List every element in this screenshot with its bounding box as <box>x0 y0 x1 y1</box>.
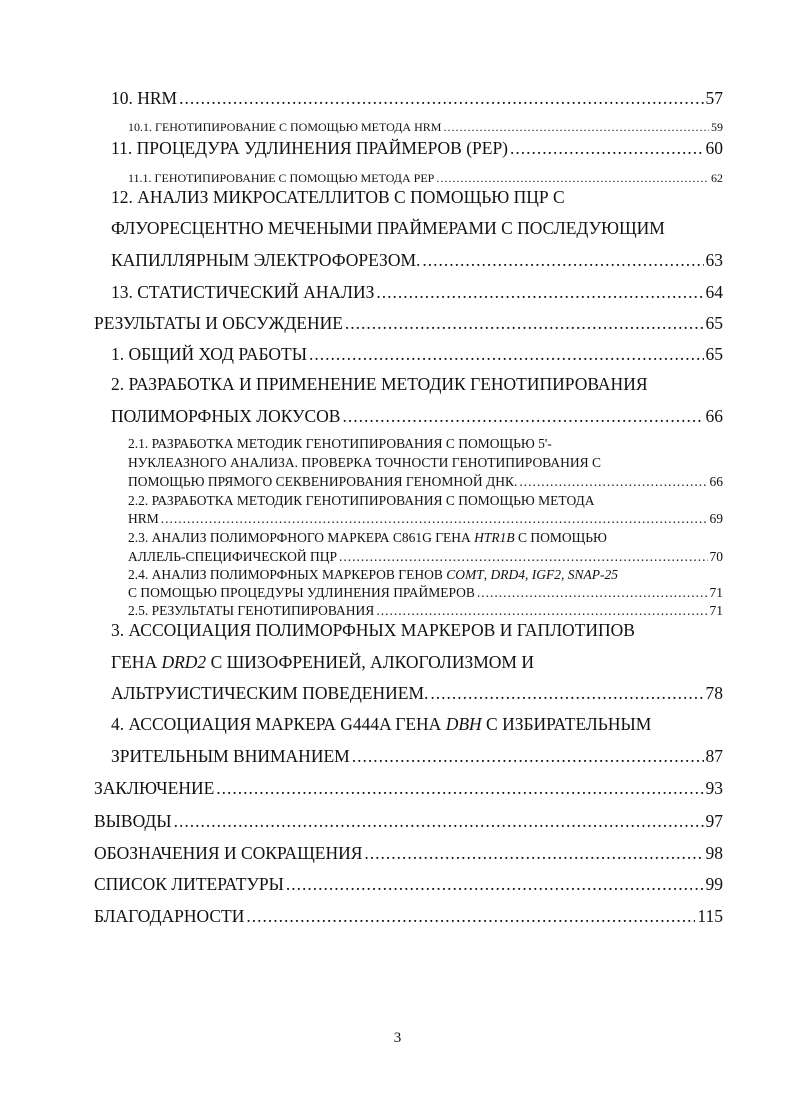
toc-entry-page: 71 <box>709 603 723 618</box>
leader-dots <box>339 549 707 565</box>
toc-entry-page: 65 <box>705 313 723 333</box>
gene-name: DRD4 <box>490 567 525 582</box>
toc-entry <box>128 474 723 490</box>
leader-dots <box>286 874 704 895</box>
leader-dots <box>179 88 703 109</box>
text-span: ГЕНА <box>111 652 162 672</box>
leader-dots <box>345 313 704 334</box>
leader-dots <box>510 138 703 159</box>
gene-name: HTR1B <box>474 530 515 545</box>
toc-entry-title: 11. ПРОЦЕДУРА УДЛИНЕНИЯ ПРАЙМЕРОВ (PEP) <box>111 138 509 158</box>
toc-entry <box>94 313 723 334</box>
toc-entry-page: 93 <box>705 778 723 798</box>
toc-entry <box>128 549 723 565</box>
toc-entry-line: 3. АССОЦИАЦИЯ ПОЛИМОРФНЫХ МАРКЕРОВ И ГАПЛОТИПОВ <box>111 620 635 640</box>
toc-entry-page: 65 <box>705 344 723 364</box>
toc-entry-title: БЛАГОДАРНОСТИ <box>94 906 245 926</box>
toc-entry-line: 12. АНАЛИЗ МИКРОСАТЕЛЛИТОВ С ПОМОЩЬЮ ПЦР С <box>111 187 565 207</box>
text-span: С ПОМОЩЬЮ <box>514 530 607 545</box>
toc-entry-title: HRM <box>128 511 159 526</box>
toc-entry-page: 63 <box>705 250 723 270</box>
separator: , <box>525 567 532 582</box>
toc-entry-title: ПОЛИМОРФНЫХ ЛОКУСОВ <box>111 406 341 426</box>
page-number: 3 <box>393 1030 402 1046</box>
toc-entry-line: 2.2. РАЗРАБОТКА МЕТОДИК ГЕНОТИПИРОВАНИЯ С ПОМОЩЬЮ МЕТОДА <box>128 493 595 508</box>
toc-entry-line <box>111 652 534 673</box>
toc-entry-page: 99 <box>705 874 723 894</box>
toc-entry-page: 71 <box>709 585 723 600</box>
toc-entry-title: ЗРИТЕЛЬНЫМ ВНИМАНИЕМ <box>111 746 350 766</box>
toc-entry-page: 62 <box>711 171 723 185</box>
leader-dots <box>376 282 703 303</box>
toc-entry <box>94 874 723 895</box>
leader-dots <box>376 603 707 619</box>
leader-dots <box>246 906 695 927</box>
leader-dots <box>161 511 708 527</box>
toc-entry <box>111 282 723 303</box>
toc-entry-title: АЛЛЕЛЬ-СПЕЦИФИЧЕСКОЙ ПЦР <box>128 549 338 564</box>
separator: , <box>483 567 491 582</box>
toc-entry-page: 69 <box>709 511 723 526</box>
toc-entry-title: 10.1. ГЕНОТИПИРОВАНИЕ С ПОМОЩЬЮ МЕТОДА HRM <box>128 120 442 134</box>
toc-entry <box>111 138 723 159</box>
text-span: 2.3. АНАЛИЗ ПОЛИМОРФНОГО МАРКЕРА C861G ГЕНА <box>128 530 475 545</box>
toc-entry-title: ПОМОЩЬЮ ПРЯМОГО СЕКВЕНИРОВАНИЯ ГЕНОМНОЙ ДНК. <box>128 474 518 489</box>
toc-entry-title: ВЫВОДЫ <box>94 811 172 831</box>
toc-entry-page: 60 <box>705 138 723 158</box>
leader-dots <box>422 250 703 271</box>
toc-entry-line: 2.1. РАЗРАБОТКА МЕТОДИК ГЕНОТИПИРОВАНИЯ С ПОМОЩЬЮ 5'- <box>128 436 552 451</box>
toc-entry-line: ФЛУОРЕСЦЕНТНО МЕЧЕНЫМИ ПРАЙМЕРАМИ С ПОСЛЕДУЮЩИМ <box>111 218 665 238</box>
text-span: С ШИЗОФРЕНИЕЙ, АЛКОГОЛИЗМОМ И <box>206 652 534 672</box>
toc-entry-page: 97 <box>705 811 723 831</box>
toc-entry-title: С ПОМОЩЬЮ ПРОЦЕДУРЫ УДЛИНЕНИЯ ПРАЙМЕРОВ <box>128 585 475 600</box>
toc-entry-page: 66 <box>709 474 723 489</box>
leader-dots <box>309 344 704 365</box>
leader-dots <box>216 778 703 799</box>
toc-entry <box>94 843 723 864</box>
leader-dots <box>436 171 709 186</box>
toc-entry <box>111 406 723 427</box>
toc-entry-line <box>128 530 607 546</box>
toc-entry <box>94 811 723 832</box>
toc-entry-page: 70 <box>709 549 723 564</box>
text-span: С ИЗБИРАТЕЛЬНЫМ <box>481 714 652 734</box>
toc-entry-page: 87 <box>705 746 723 766</box>
toc-entry-page: 98 <box>705 843 723 863</box>
toc-entry <box>128 585 723 601</box>
text-span: 2.4. АНАЛИЗ ПОЛИМОРФНЫХ МАРКЕРОВ ГЕНОВ <box>128 567 447 582</box>
toc-entry <box>94 906 723 927</box>
leader-dots <box>443 120 709 135</box>
toc-entry-page: 64 <box>705 282 723 302</box>
leader-dots <box>430 683 703 704</box>
leader-dots <box>364 843 703 864</box>
leader-dots <box>477 585 708 601</box>
toc-entry <box>128 171 723 186</box>
toc-entry-title: 1. ОБЩИЙ ХОД РАБОТЫ <box>111 344 307 364</box>
toc-entry-page: 59 <box>711 120 723 134</box>
toc-entry-title: РЕЗУЛЬТАТЫ И ОБСУЖДЕНИЕ <box>94 313 343 333</box>
toc-entry <box>128 603 723 619</box>
gene-name: COMT <box>446 567 484 582</box>
toc-entry <box>111 88 723 109</box>
toc-entry-line: НУКЛЕАЗНОГО АНАЛИЗА. ПРОВЕРКА ТОЧНОСТИ ГЕНОТИПИРОВАНИЯ С <box>128 455 602 470</box>
gene-name: IGF2 <box>531 567 561 582</box>
toc-entry-title: АЛЬТРУИСТИЧЕСКИМ ПОВЕДЕНИЕМ. <box>111 683 429 703</box>
separator: , <box>561 567 568 582</box>
toc-entry-title: ОБОЗНАЧЕНИЯ И СОКРАЩЕНИЯ <box>94 843 363 863</box>
toc-entry-page: 78 <box>705 683 723 703</box>
toc-entry-title: 11.1. ГЕНОТИПИРОВАНИЕ С ПОМОЩЬЮ МЕТОДА PEP <box>128 171 435 185</box>
leader-dots <box>352 746 704 767</box>
toc-entry-page: 57 <box>705 88 723 108</box>
toc-entry-line: 2. РАЗРАБОТКА И ПРИМЕНЕНИЕ МЕТОДИК ГЕНОТИПИРОВАНИЯ <box>111 374 648 394</box>
toc-entry-title: СПИСОК ЛИТЕРАТУРЫ <box>94 874 284 894</box>
toc-entry-title: 2.5. РЕЗУЛЬТАТЫ ГЕНОТИПИРОВАНИЯ <box>128 603 375 618</box>
toc-entry-title: 13. СТАТИСТИЧЕСКИЙ АНАЛИЗ <box>111 282 375 302</box>
gene-name: SNAP-25 <box>567 567 618 582</box>
toc-entry-line <box>128 567 618 583</box>
toc-entry <box>111 746 723 767</box>
toc-entry-title: ЗАКЛЮЧЕНИЕ <box>94 778 215 798</box>
toc-entry-line <box>111 714 651 735</box>
toc-entry-page: 115 <box>697 906 723 926</box>
toc-entry <box>111 344 723 365</box>
text-span: 4. АССОЦИАЦИЯ МАРКЕРА G444A ГЕНА <box>111 714 446 734</box>
toc-entry-title: 10. HRM <box>111 88 178 108</box>
toc-entry-page: 66 <box>705 406 723 426</box>
leader-dots <box>519 474 707 490</box>
toc-entry <box>111 683 723 704</box>
toc-entry-title: КАПИЛЛЯРНЫМ ЭЛЕКТРОФОРЕЗОМ. <box>111 250 421 270</box>
toc-entry <box>128 511 723 527</box>
gene-name: DRD2 <box>161 652 207 672</box>
gene-name: DBH <box>445 714 482 734</box>
toc-entry <box>94 778 723 799</box>
leader-dots <box>174 811 704 832</box>
toc-entry <box>128 120 723 135</box>
toc-entry <box>111 250 723 271</box>
leader-dots <box>342 406 703 427</box>
